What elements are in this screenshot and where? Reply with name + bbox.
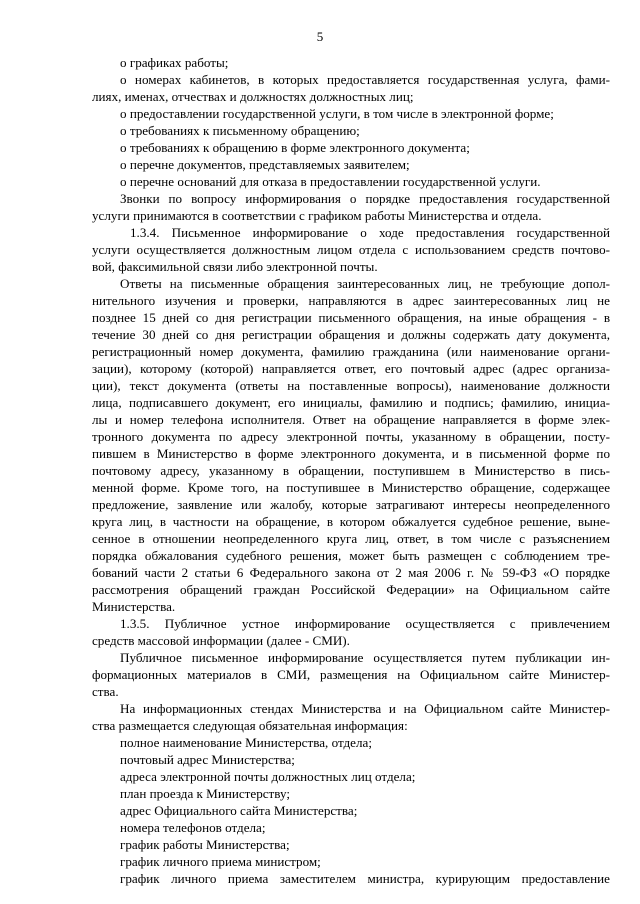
text-line: тронного документа по адресу электронной почты, указанному в обращении, посту- <box>92 429 610 444</box>
text-line: средств массовой информации (далее - СМИ). <box>92 633 350 648</box>
text-line: лиях, именах, отчествах и должностях должностных лиц; <box>92 89 414 104</box>
text-line: регистрационный номер документа, фамилию гражданина (или наименование органи- <box>92 344 610 359</box>
text-line: о предоставлении государственной услуги, в том числе в электронной форме; <box>120 106 554 121</box>
text-line: почтовый адрес Министерства; <box>120 752 295 767</box>
text-line: Публичное письменное информирование осуществляется путем публикации ин- <box>120 650 610 665</box>
text-line: о графиках работы; <box>120 55 229 70</box>
text-line: порядка обжалования судебного решения, может быть размещен с соблюдением тре- <box>92 548 610 563</box>
page-number: 5 <box>316 29 324 44</box>
text-line: рассмотрения обращений граждан Российской Федерации» на Официальном сайте <box>92 582 610 597</box>
text-line: позднее 15 дней со дня регистрации письменного обращения, на иные обращения - в <box>92 310 610 325</box>
text-line: о перечне оснований для отказа в предоставлении государственной услуги. <box>120 174 541 189</box>
text-line: менной форме. Кроме того, на поступившее в Министерство обращение, содержащее <box>92 480 610 495</box>
text-line: зации), которому (которой) направляется ответ, его почтовый адрес (адрес организа- <box>92 361 610 376</box>
text-line: Министерства. <box>92 599 176 614</box>
text-line: о номерах кабинетов, в которых предоставляется государственная услуга, фами- <box>120 72 610 87</box>
text-line: лица, подписавшего документ, его инициалы, фамилию и подпись; фамилию, инициа- <box>92 395 610 410</box>
text-line: бований части 2 статьи 6 Федерального закона от 2 мая 2006 г. № 59-ФЗ «О порядке <box>92 565 610 580</box>
text-line: нительного изучения и проверки, направляются в адрес заинтересованных лиц не <box>92 293 610 308</box>
text-line: лы и номер телефона исполнителя. Ответ на обращение направляется в форме элек- <box>92 412 610 427</box>
text-line: вой, факсимильной связи либо электронной почты. <box>92 259 378 274</box>
text-line: адрес Официального сайта Министерства; <box>120 803 358 818</box>
text-line: план проезда к Министерству; <box>120 786 291 801</box>
text-line: почтовому адресу, указанному в обращении, поступившем в Министерство в пись- <box>92 463 610 478</box>
text-line: номера телефонов отдела; <box>120 820 266 835</box>
text-line: о перечне документов, представляемых заявителем; <box>120 157 410 172</box>
text-line: формационных материалов в СМИ, размещения на Официальном сайте Министер- <box>92 667 610 682</box>
text-line: ции), текст документа (ответы на поставленные вопросы), наименование должности <box>92 378 610 393</box>
text-line: о требованиях к обращению в форме электронного документа; <box>120 140 470 155</box>
text-line: график личного приема заместителем министра, курирующим предоставление <box>120 871 610 886</box>
text-line: ства размещается следующая обязательная информация: <box>92 718 408 733</box>
text-line: график работы Министерства; <box>120 837 290 852</box>
text-line: адреса электронной почты должностных лиц отдела; <box>120 769 416 784</box>
text-line: круга лиц, в частности на обращение, в котором обжалуется судебное решение, выне- <box>92 514 610 529</box>
text-line: сенное в отношении неопределенного круга лиц, ответ, в том числе с разъяснением <box>92 531 610 546</box>
text-line: полное наименование Министерства, отдела; <box>120 735 372 750</box>
text-line: пившем в Министерство в форме электронного документа, и в письменной форме по <box>92 446 610 461</box>
text-line: о требованиях к письменному обращению; <box>120 123 360 138</box>
text-line: 1.3.4. Письменное информирование о ходе предоставления государственной <box>130 225 610 240</box>
text-line: услуги осуществляется должностным лицом отдела с использованием средств почтово- <box>92 242 610 257</box>
text-line: На информационных стендах Министерства и на Официальном сайте Министер- <box>120 701 610 716</box>
text-line: течение 30 дней со дня регистрации обращения и должны содержать дату документа, <box>92 327 610 342</box>
text-line: 1.3.5. Публичное устное информирование осуществляется с привлечением <box>120 616 610 631</box>
text-line: Звонки по вопросу информирования о порядке предоставления государственной <box>120 191 610 206</box>
text-line: Ответы на письменные обращения заинтересованных лиц, не требующие допол- <box>120 276 610 291</box>
text-line: услуги принимаются в соответствии с графиком работы Министерства и отдела. <box>92 208 542 223</box>
text-line: предложение, заявление или жалобу, которые затрагивают интересы неопределенного <box>92 497 610 512</box>
text-line: ства. <box>92 684 119 699</box>
text-line: график личного приема министром; <box>120 854 321 869</box>
